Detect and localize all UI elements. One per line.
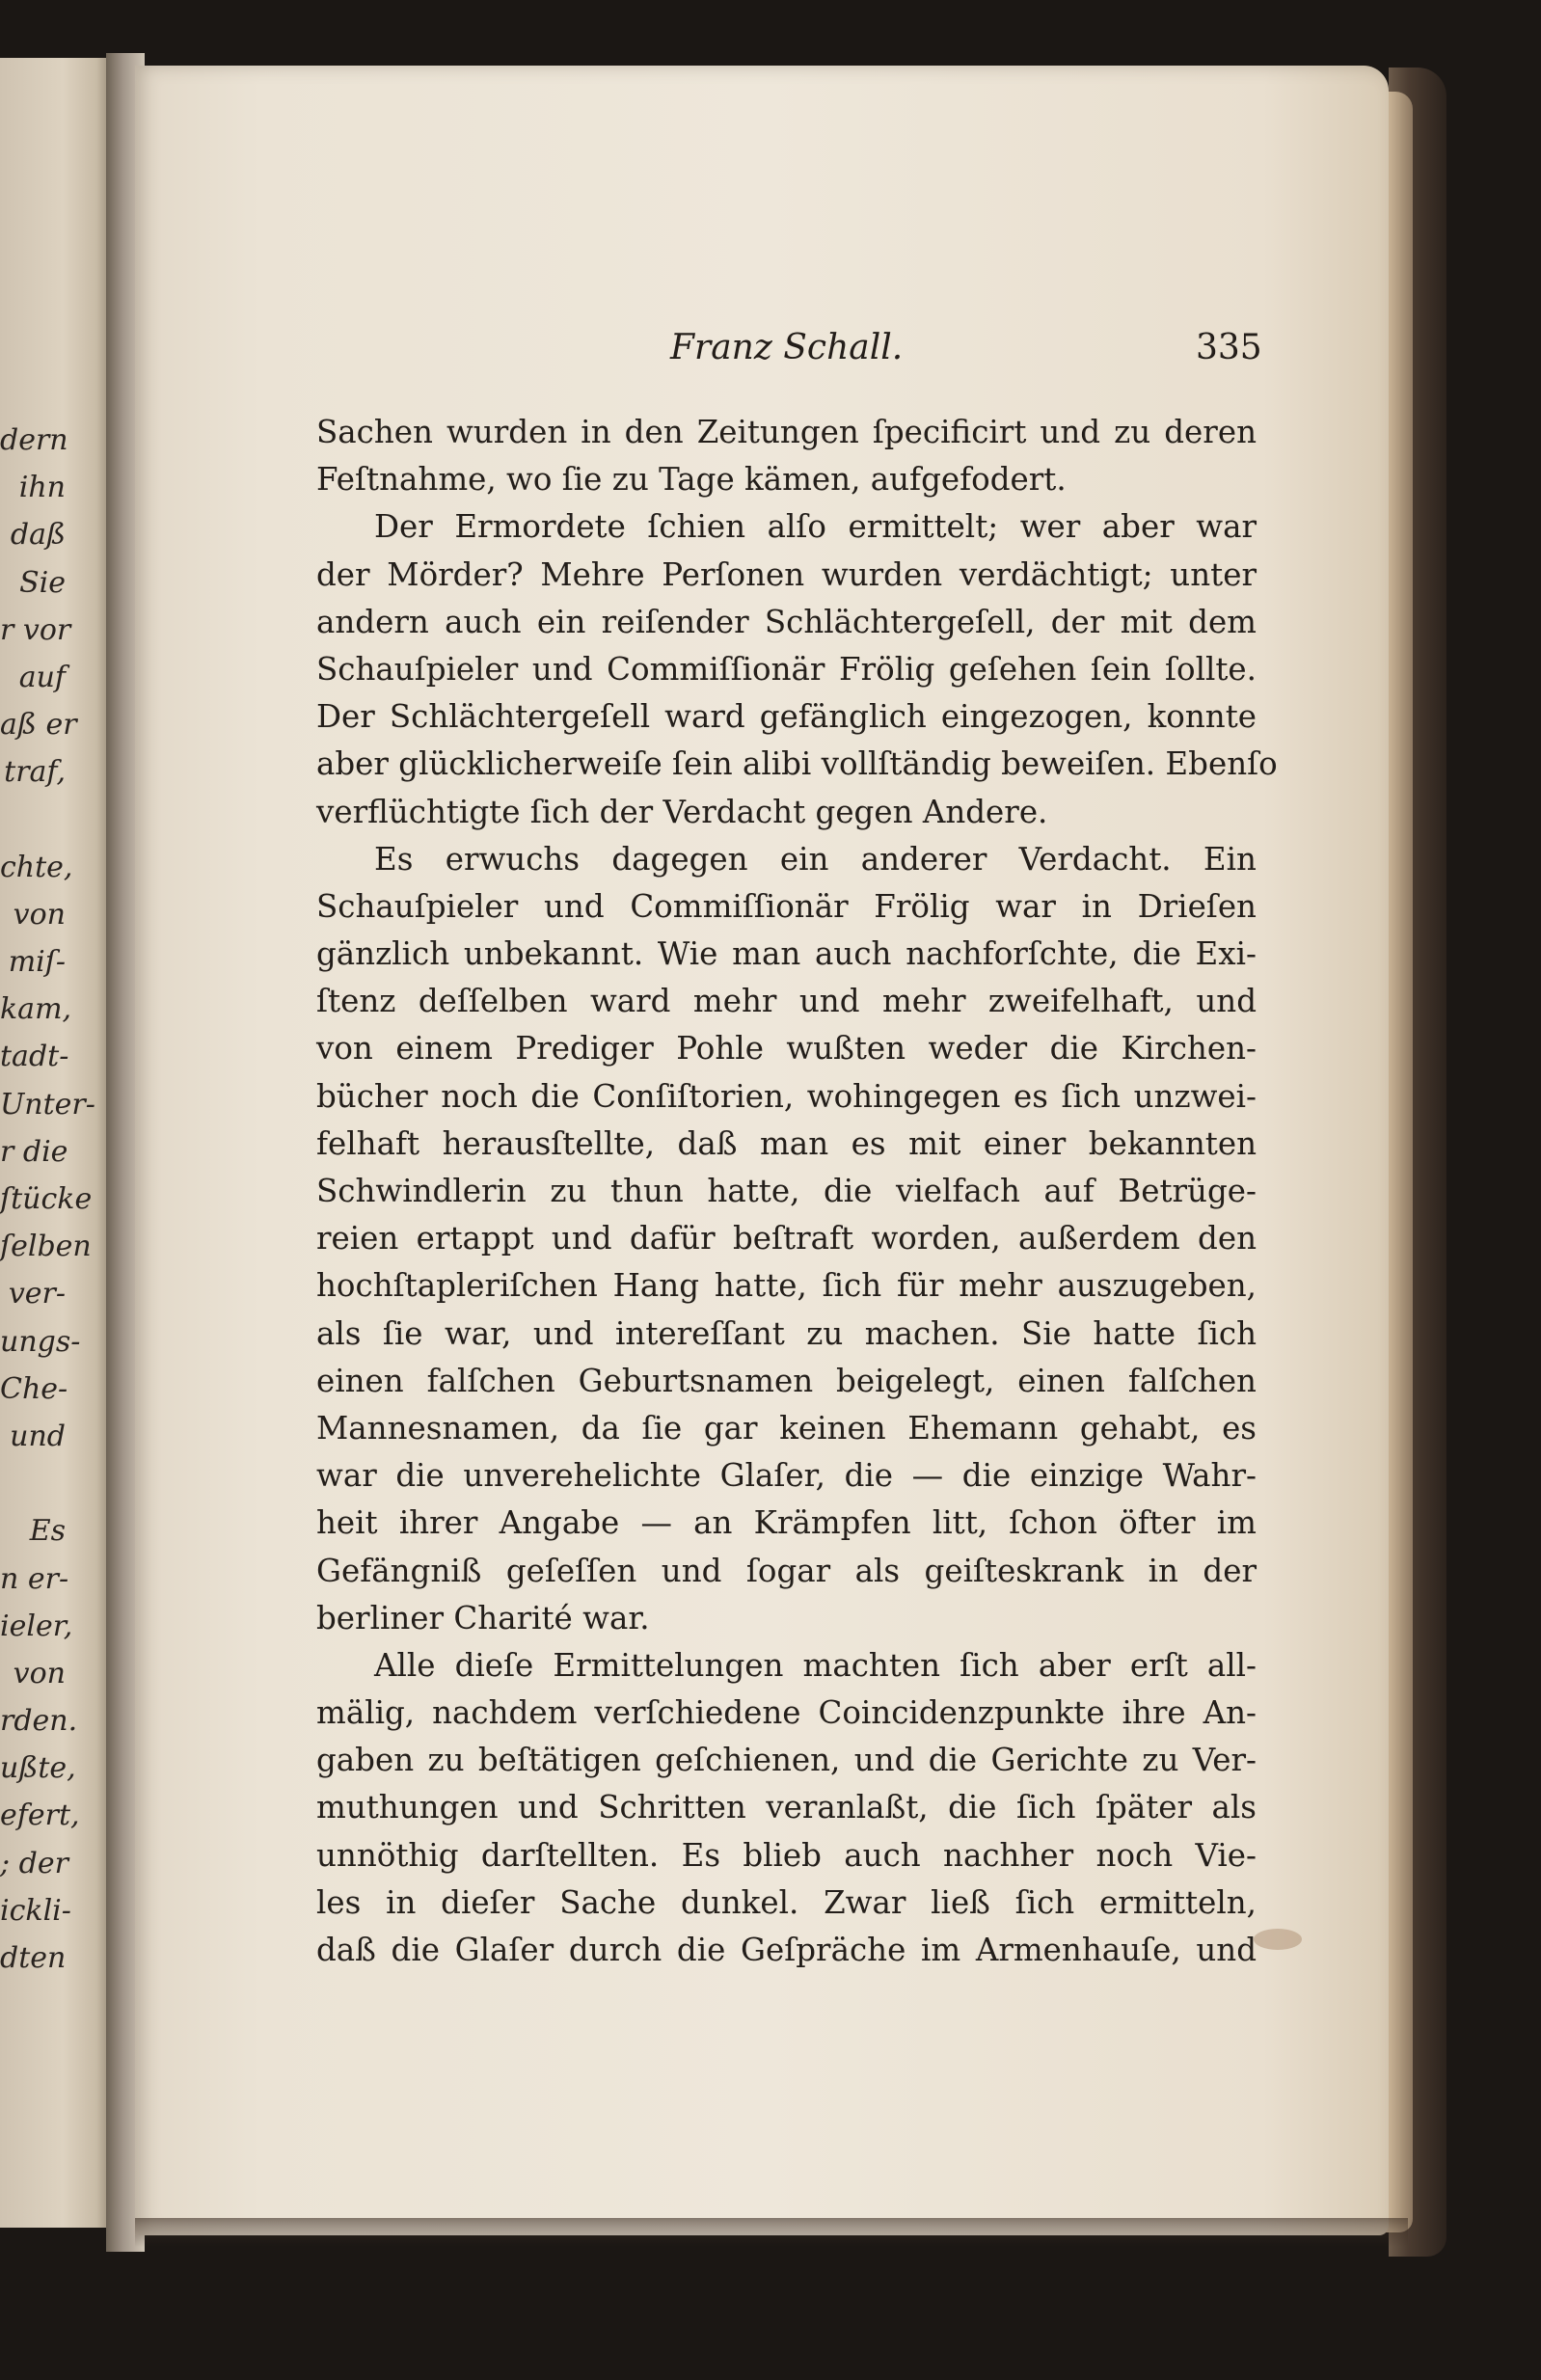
page-number: 335: [1196, 328, 1262, 367]
left-page-fragment: r vor: [0, 612, 71, 647]
left-page-fragment: dten: [0, 1941, 67, 1975]
text-line: als ſie war, und intereſſant zu machen. Sie hatte ſich: [316, 1314, 1257, 1352]
left-page-fragment: Es: [29, 1514, 66, 1549]
text-line: ſtenz deſſelben ward mehr und mehr zweifelhaft, und: [316, 983, 1257, 1020]
text-line: Schwindlerin zu thun hatte, die vielfach auf Betrüge-: [316, 1173, 1257, 1209]
left-page-fragment: r die: [0, 1134, 68, 1169]
text-line: der Mörder? Mehre Perſonen wurden verdächtigt; unter: [316, 555, 1257, 593]
left-page-fragment: aß er: [0, 708, 77, 743]
left-page-fragment: Unter-: [0, 1087, 95, 1122]
text-line: reien ertappt und dafür beſtraft worden, außerdem den: [316, 1220, 1257, 1258]
text-line: einen falſchen Geburtsnamen beigelegt, einen falſchen: [316, 1362, 1257, 1399]
paper-stain: [1254, 1929, 1302, 1950]
text-line: gänzlich unbekannt. Wie man auch nachforſchte, die Exi-: [316, 935, 1257, 973]
text-line: aber glücklicherweiſe ſein alibi vollſtändig beweiſen. Ebenſo: [316, 745, 1278, 783]
left-page-fragment: chte,: [0, 850, 73, 884]
left-page-fragment: und: [10, 1419, 66, 1453]
text-line: Gefängniß geſeſſen und ſogar als geiſteskrank in der: [316, 1552, 1257, 1589]
text-line: Mannesnamen, da ſie gar keinen Ehemann gehabt, es: [316, 1409, 1257, 1447]
left-page-fragment: ver-: [8, 1277, 66, 1312]
left-facing-page: [0, 58, 114, 2228]
text-line: Schauſpieler und Commiſſionär Frölig geſehen ſein ſollte.: [316, 650, 1257, 688]
text-line: andern auch ein reiſender Schlächtergeſell, der mit dem: [316, 603, 1257, 640]
left-page-text-fragments: [0, 417, 95, 1982]
left-page-fragment: [0, 797, 66, 844]
text-line: felhaft herausſtellte, daß man es mit einer bekannten: [316, 1124, 1257, 1162]
left-page-fragment: ihn: [18, 471, 66, 505]
text-line: muthungen und Schritten veranlaßt, die ſich ſpäter als: [316, 1789, 1257, 1826]
left-page-fragment: ſtücke: [0, 1182, 93, 1216]
left-page-fragment: ungs-: [0, 1324, 81, 1359]
text-line: daß die Glaſer durch die Geſpräche im Armenhauſe, und: [316, 1932, 1257, 1968]
text-line: hochſtapleriſchen Hang hatte, ſich für mehr auszugeben,: [316, 1267, 1257, 1305]
text-line: von einem Prediger Pohle wußten weder die Kirchen-: [316, 1030, 1257, 1068]
left-page-fragment: von: [13, 1656, 66, 1690]
text-line: berliner Charité war.: [316, 1599, 650, 1636]
left-page-fragment: ickli-: [0, 1893, 71, 1928]
left-page-fragment: tadt-: [0, 1040, 69, 1074]
text-line: Sachen wurden in den Zeitungen ſpecificirt und zu deren: [316, 414, 1257, 450]
text-line: gaben zu beſtätigen geſchienen, und die Gerichte zu Ver-: [316, 1742, 1257, 1779]
text-line: les in dieſer Sache dunkel. Zwar ließ ſich ermitteln,: [316, 1883, 1257, 1921]
text-line: mälig, nachdem verſchiedene Coincidenzpunkte ihre An-: [316, 1694, 1257, 1732]
left-page-fragment: Che-: [0, 1371, 68, 1406]
left-page-fragment: rden.: [0, 1704, 78, 1739]
page-bottom-shadow: [135, 2218, 1408, 2247]
text-line: bücher noch die Conſiſtorien, wohingegen es ſich unzwei-: [316, 1077, 1257, 1115]
right-page: [135, 66, 1389, 2235]
left-page-fragment: von: [13, 897, 66, 932]
left-page-fragment: kam,: [0, 992, 72, 1027]
text-line: Schauſpieler und Commiſſionär Frölig war in Drieſen: [316, 887, 1257, 925]
text-line: heit ihrer Angabe — an Krämpfen litt, ſchon öfter im: [316, 1504, 1257, 1542]
text-line: unnöthig darſtellten. Es blieb auch nachher noch Vie-: [316, 1836, 1257, 1874]
left-page-fragment: efert,: [0, 1799, 80, 1833]
left-page-fragment: ußte,: [0, 1751, 76, 1786]
left-page-fragment: dern: [0, 423, 68, 457]
left-page-fragment: miſ-: [8, 945, 66, 980]
text-line: verflüchtigte ſich der Verdacht gegen Andere.: [316, 793, 1048, 830]
left-page-fragment: ; der: [0, 1846, 68, 1880]
left-page-fragment: ieler,: [0, 1609, 73, 1643]
left-page-fragment: n er-: [0, 1561, 69, 1596]
body-text: [316, 409, 1278, 1974]
left-page-fragment: daß: [10, 518, 66, 553]
text-line: Der Ermordete ſchien alſo ermittelt; wer aber war: [374, 508, 1257, 546]
left-page-fragment: ſelben: [0, 1230, 92, 1264]
left-page-fragment: [0, 1460, 66, 1507]
text-line: Alle dieſe Ermittelungen machten ſich aber erſt all-: [374, 1646, 1257, 1684]
text-line: war die unverehelichte Glaſer, die — die einzige Wahr-: [316, 1457, 1257, 1495]
left-page-fragment: auf: [18, 660, 66, 694]
text-line: Der Schlächtergeſell ward gefänglich eingezogen, konnte: [316, 698, 1257, 736]
running-title: Franz Schall.: [670, 328, 904, 367]
text-line: Es erwuchs dagegen ein anderer Verdacht. Ein: [374, 840, 1257, 878]
text-line: Feſtnahme, wo ſie zu Tage kämen, aufgefodert.: [316, 461, 1067, 499]
left-page-fragment: Sie: [19, 565, 66, 600]
left-page-fragment: traf,: [4, 755, 66, 790]
